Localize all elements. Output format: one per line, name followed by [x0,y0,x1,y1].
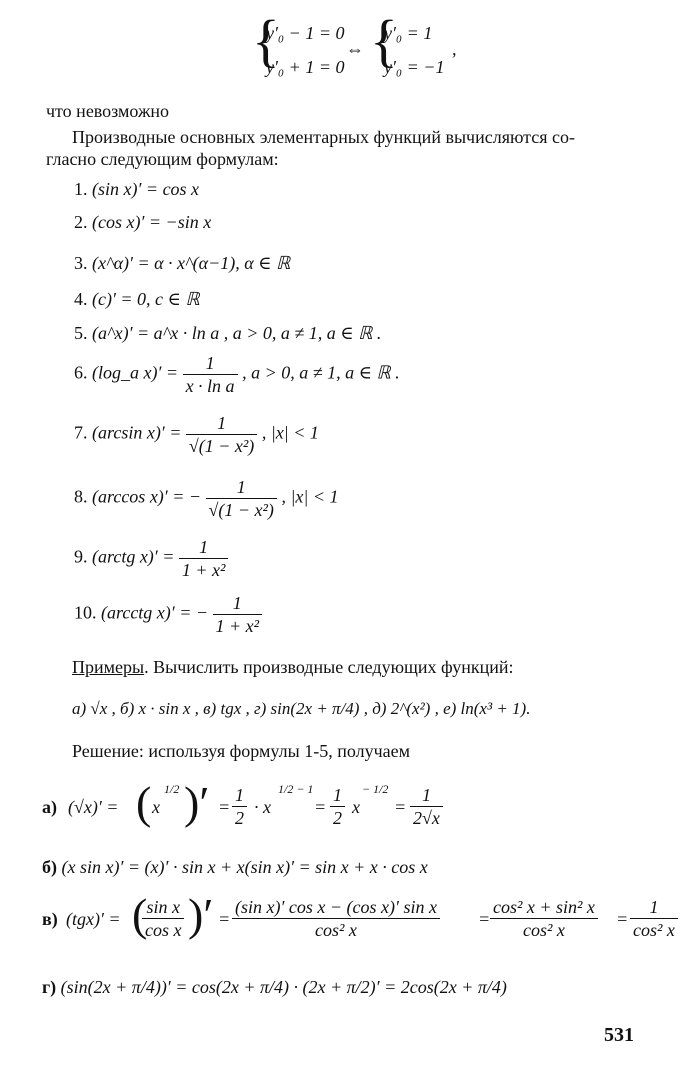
solution-a-equals-1: = [218,797,231,817]
solution-a-lhs: (√x)′ = [68,797,119,817]
solution-a-base-2: x [352,797,360,817]
solution-a-base-1: · x [254,797,271,817]
solution-a-result [410,784,443,829]
solution-a-close-paren: )′ [184,777,210,828]
formula-fraction [206,476,277,521]
system-right-line1: y′₀ = 1 [384,23,433,43]
formula-number: 6. [74,362,88,383]
solution-a-label: а) [42,797,57,817]
examples-heading: Примеры [72,657,145,677]
formula-expression: (a^x)′ = a^x · ln a , a > 0, a ≠ 1, a ∈ ℝ . [92,323,382,343]
formula-expression: (x^α)′ = α · x^(α−1), α ∈ ℝ [92,253,291,273]
formula-rest: , a > 0, a ≠ 1, a ∈ ℝ . [242,362,400,383]
examples-items: а) √x , б) x · sin x , в) tgx , г) sin(2x + π/4) , д) 2^(x²) , е) ln(x³ + 1). [72,699,531,718]
formula-number: 10. [74,602,97,623]
fraction-numerator: 1 [179,536,229,559]
solution-v-fraction-2 [232,896,440,941]
fraction-denominator: 2√x [413,808,440,828]
solution-v-lhs: (tgx)′ = [66,909,121,929]
right-brace: { [370,8,398,73]
left-brace: { [252,8,280,73]
system-trailing-comma: , [452,39,457,59]
fraction-numerator: 1 [410,784,443,807]
fraction-numerator: 1 [186,412,257,435]
solution-g [42,976,507,998]
solution-a-exp-2: − 1/2 [362,782,389,796]
fraction-denominator: cos² x [523,920,565,940]
fraction-denominator: x · ln a [185,376,235,396]
solution-intro: Решение: используя формулы 1-5, получаем [72,741,411,761]
formula-fraction [179,536,229,581]
formula-lhs: (arctg x)′ = [92,546,179,567]
formula-7 [74,412,319,457]
formula-number: 8. [74,486,88,507]
formula-3 [74,252,290,274]
solution-a-coef-1 [232,784,247,829]
solution-g-label: г) [42,977,57,997]
solution-v-fraction-3 [490,896,598,941]
fraction-numerator: 1 [183,352,238,375]
formula-number: 4. [74,289,88,309]
fraction-numerator: sin x [142,896,184,919]
formula-rest: , |x| < 1 [261,422,319,443]
formula-number: 1. [74,179,88,199]
solution-v-open-paren: ( [132,889,148,940]
solution-a-coef-2 [330,784,345,829]
fraction-denominator: 1 + x² [181,560,226,580]
system-right-line2: y′₀ = −1 [384,57,445,77]
formula-fraction [183,352,238,397]
formula-lhs: (arccos x)′ = − [92,486,202,507]
formula-8 [74,476,338,521]
formula-10 [74,592,262,637]
formula-expression: (cos x)′ = −sin x [92,212,212,232]
solution-a-open-paren: ( [136,777,152,828]
formula-4 [74,288,200,310]
formula-rest: , |x| < 1 [281,486,339,507]
fraction-denominator: 2 [333,808,342,828]
fraction-denominator: cos² x [315,920,357,940]
impossible-text: что невозможно [46,101,170,121]
fraction-denominator: cos² x [633,920,675,940]
formula-9 [74,536,228,581]
fraction-denominator: cos x [145,920,182,940]
solution-a-equals-2: = [314,797,327,817]
solution-b [42,856,428,878]
intro-line-1: Производные основных элементарных функций вычисляются со- [72,127,576,147]
formula-lhs: (arcctg x)′ = − [101,602,209,623]
formula-fraction [213,592,263,637]
fraction-denominator: 1 + x² [215,616,260,636]
fraction-numerator: 1 [330,784,345,807]
examples-heading-rest: . Вычислить производные следующих функций: [144,657,514,677]
formula-fraction [186,412,257,457]
formula-expression: (sin x)′ = cos x [92,179,200,199]
system-left-line2: y′₀ + 1 = 0 [266,57,345,77]
solution-a-equals-3: = [394,797,407,817]
solution-v-label: в) [42,909,58,929]
fraction-numerator: cos² x + sin² x [490,896,598,919]
equivalence-sign: ⇔ [346,39,364,59]
formula-number: 9. [74,546,88,567]
formula-1 [74,178,199,200]
formula-lhs: (log_a x)′ = [92,362,183,383]
formula-number: 5. [74,323,88,343]
equation-system [252,10,472,82]
formula-lhs: (arcsin x)′ = [92,422,186,443]
solution-v-fraction-1 [142,896,184,941]
formula-number: 2. [74,212,88,232]
system-left-line1: y′₀ − 1 = 0 [266,23,345,43]
solution-v-close-paren: )′ [188,889,214,940]
solution-v-equals-1: = [218,909,231,929]
solution-g-expression: (sin(2x + π/4))′ = cos(2x + π/4) · (2x + π/2)′ = 2cos(2x + π/4) [60,977,507,997]
examples-heading-line [72,656,514,678]
solution-b-expression: (x sin x)′ = (x)′ · sin x + x(sin x)′ = sin x + x · cos x [61,857,428,877]
formula-6 [74,352,400,397]
fraction-numerator: 1 [206,476,277,499]
formula-number: 7. [74,422,88,443]
formula-number: 3. [74,253,88,273]
formula-2 [74,211,211,233]
solution-v-equals-2: = [478,909,491,929]
intro-line-2: гласно следующим формулам: [46,149,279,169]
solution-a-exponent: 1/2 [164,782,180,796]
fraction-denominator: √(1 − x²) [208,500,274,520]
page-number: 531 [604,1024,634,1046]
solution-a-base: x [152,797,160,817]
fraction-numerator: 1 [232,784,247,807]
formula-expression: (c)′ = 0, c ∈ ℝ [92,289,200,309]
solution-b-label: б) [42,857,57,877]
fraction-numerator: 1 [630,896,678,919]
solution-a-exp-1: 1/2 − 1 [278,782,314,796]
solution-v-fraction-4 [630,896,678,941]
formula-5 [74,322,381,344]
fraction-numerator: 1 [213,592,263,615]
fraction-denominator: 2 [235,808,244,828]
solution-v-equals-3: = [616,909,629,929]
fraction-numerator: (sin x)′ cos x − (cos x)′ sin x [232,896,440,919]
fraction-denominator: √(1 − x²) [188,436,255,456]
